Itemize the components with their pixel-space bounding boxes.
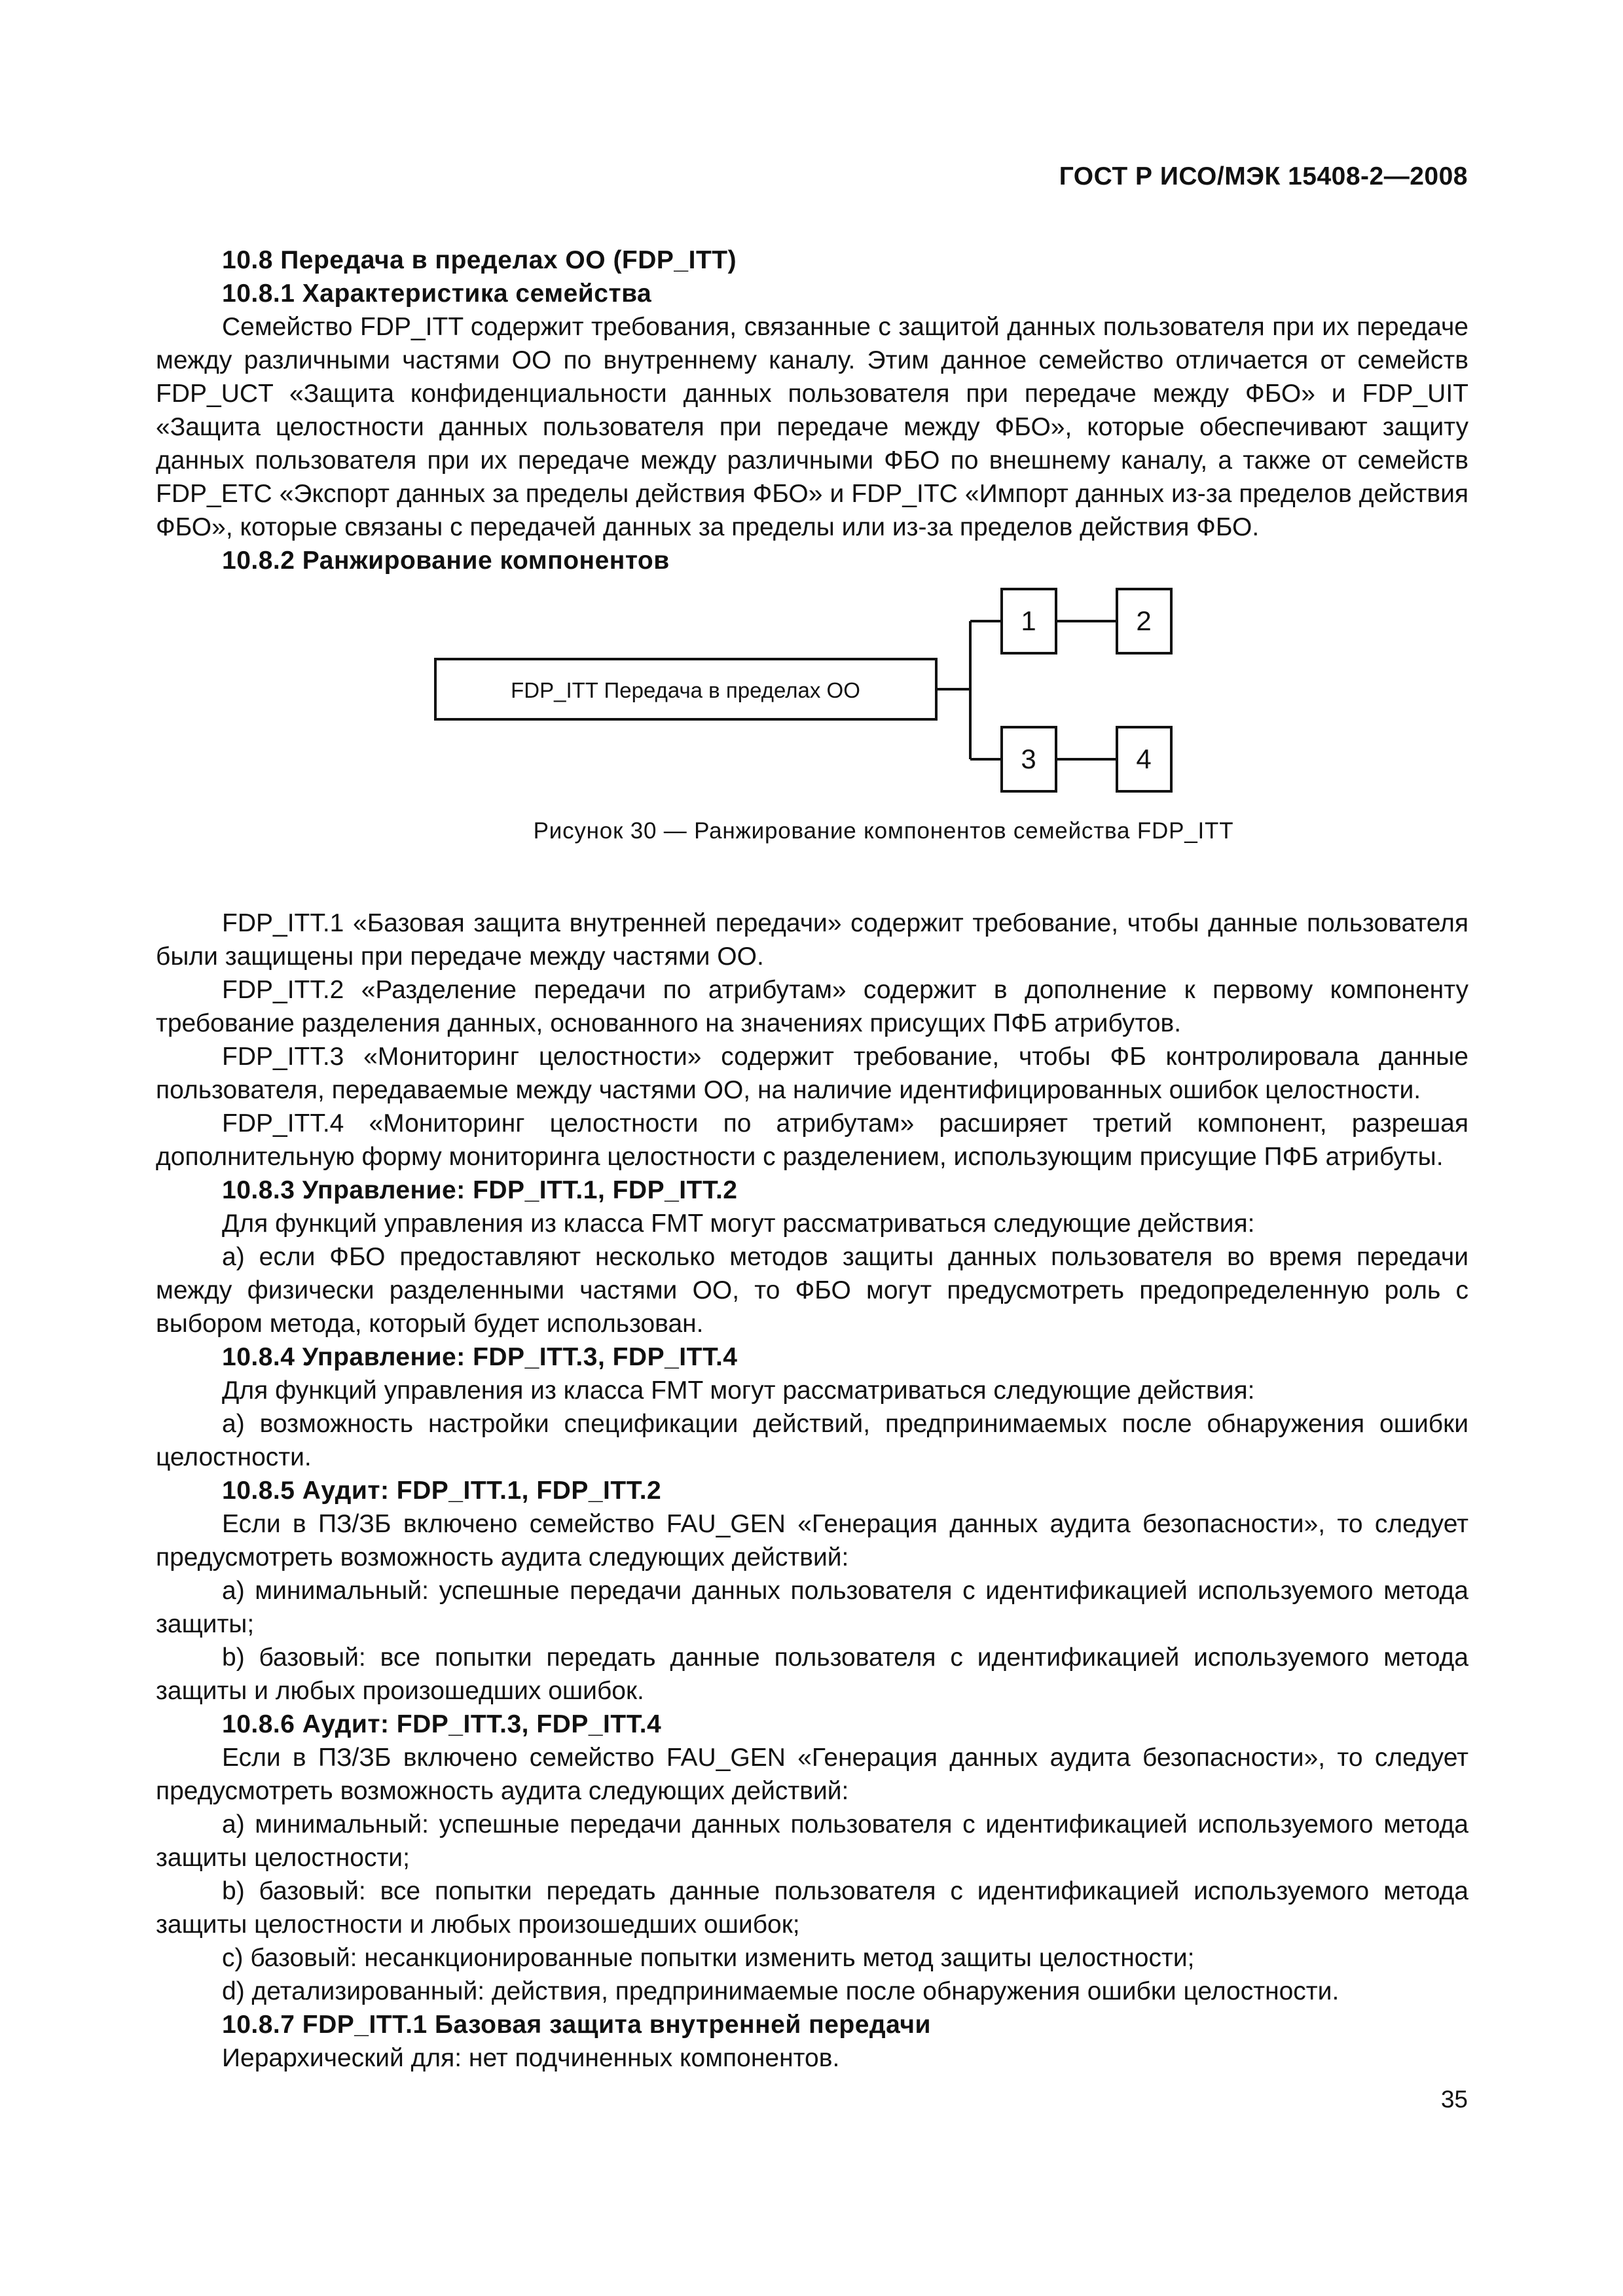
component-2-label: 2: [1136, 605, 1152, 636]
figure-caption-text: Рисунок 30 — Ранжирование компонентов семейства FDP_ITT: [533, 818, 1234, 844]
paragraph: a) возможность настройки спецификации действий, предпринимаемых после обнаружения ошибки целостности.: [156, 1410, 1468, 1471]
standard-header: ГОСТ Р ИСО/МЭК 15408-2—2008: [1059, 162, 1468, 190]
section-heading: 10.8 Передача в пределах ОО (FDP_ITT): [222, 246, 737, 274]
paragraph: b) базовый: все попытки передать данные пользователя с идентификацией используемого метода защиты целостности и любых произошедших ошибок;: [156, 1877, 1468, 1939]
bottom-text-block: [156, 906, 1468, 2075]
paragraph: Для функций управления из класса FMT могут рассматриваться следующие действия:: [222, 1376, 1255, 1405]
paragraph: FDP_ITT.1 «Базовая защита внутренней передачи» содержит требование, чтобы данные пользователя были защищены при передаче между частями ОО.: [156, 909, 1468, 971]
section-heading: 10.8.7 FDP_ITT.1 Базовая защита внутренней передачи: [222, 2011, 931, 2039]
family-box-label: FDP_ITT Передача в пределах ОО: [511, 678, 860, 702]
section-heading: 10.8.1 Характеристика семейства: [222, 279, 652, 308]
component-3-label: 3: [1021, 744, 1036, 774]
paragraph: Семейство FDP_ITT содержит требования, связанные с защитой данных пользователя при их передаче между различными частями ОО по внутреннему каналу. Этим данное семейство отличается от семейств FDP_UCT «Защита конфиденциальности данных пользователя при передаче между ФБО» и FDP_UIT «Защита целостности данных пользователя при передаче между ФБО», которые обеспечивают защиту данных пользователя при их передаче между различными ФБО по внешнему каналу, а также от семейств FDP_ETC «Экспорт данных за пределы действия ФБО» и FDP_ITC «Импорт данных из-за пределов действия ФБО», которые связаны с передачей данных за пределы или из-за пределов действия ФБО.: [156, 313, 1468, 541]
figure-caption: [0, 818, 1623, 844]
paragraph: Иерархический для: нет подчиненных компонентов.: [222, 2044, 840, 2072]
component-1-label: 1: [1021, 605, 1036, 636]
component-4-label: 4: [1136, 744, 1152, 774]
paragraph: a) минимальный: успешные передачи данных пользователя с идентификацией используемого метода защиты;: [156, 1577, 1468, 1638]
paragraph: d) детализированный: действия, предпринимаемые после обнаружения ошибки целостности.: [222, 1977, 1340, 2005]
paragraph: a) минимальный: успешные передачи данных пользователя с идентификацией используемого метода защиты целостности;: [156, 1810, 1468, 1872]
section-heading: 10.8.2 Ранжирование компонентов: [222, 547, 670, 575]
paragraph: b) базовый: все попытки передать данные пользователя с идентификацией используемого метода защиты и любых произошедших ошибок.: [156, 1643, 1468, 1705]
paragraph: a) если ФБО предоставляют несколько методов защиты данных пользователя во время передачи между физически разделенными частями ОО, то ФБО могут предусмотреть предопределенную роль с выбором метода, который будет использован.: [156, 1243, 1468, 1338]
section-heading: 10.8.4 Управление: FDP_ITT.3, FDP_ITT.4: [222, 1343, 738, 1371]
figure-30: [0, 0, 1623, 864]
section-heading: 10.8.6 Аудит: FDP_ITT.3, FDP_ITT.4: [222, 1710, 662, 1738]
paragraph: FDP_ITT.3 «Мониторинг целостности» содержит требование, чтобы ФБ контролировала данные пользователя, передаваемые между частями ОО, на наличие идентифицированных ошибок целостности.: [156, 1043, 1468, 1104]
paragraph: c) базовый: несанкционированные попытки изменить метод защиты целостности;: [222, 1944, 1195, 1972]
section-heading: 10.8.5 Аудит: FDP_ITT.1, FDP_ITT.2: [222, 1477, 662, 1505]
paragraph: FDP_ITT.2 «Разделение передачи по атрибутам» содержит в дополнение к первому компоненту требование разделения данных, основанного на значениях присущих ПФБ атрибутов.: [156, 976, 1468, 1037]
paragraph: Для функций управления из класса FMT могут рассматриваться следующие действия:: [222, 1210, 1255, 1238]
section-heading: 10.8.3 Управление: FDP_ITT.1, FDP_ITT.2: [222, 1176, 738, 1204]
paragraph: FDP_ITT.4 «Мониторинг целостности по атрибутам» расширяет третий компонент, разрешая дополнительную форму мониторинга целостности с разделением, использующим присущие ПФБ атрибуты.: [156, 1109, 1468, 1171]
component-diagram: [0, 0, 1623, 864]
page-number: 35: [1440, 2086, 1468, 2113]
paragraph: Если в ПЗ/ЗБ включено семейство FAU_GEN «Генерация данных аудита безопасности», то следует предусмотреть возможность аудита следующих действий:: [156, 1744, 1468, 1805]
paragraph: Если в ПЗ/ЗБ включено семейство FAU_GEN «Генерация данных аудита безопасности», то следует предусмотреть возможность аудита следующих действий:: [156, 1510, 1468, 1571]
